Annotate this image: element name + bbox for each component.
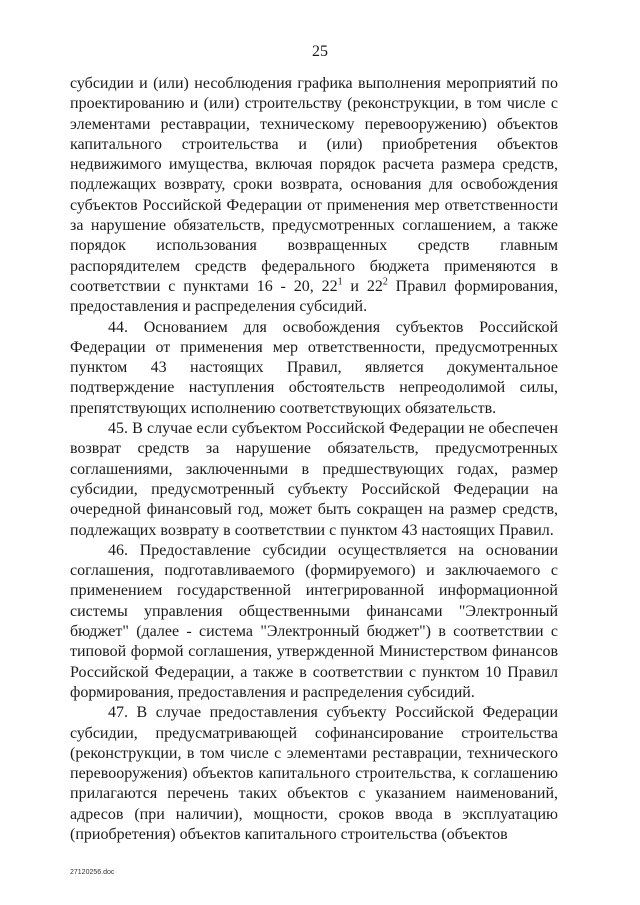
- paragraph-45: [70, 419, 558, 541]
- text-run: Правил формирования, предоставления и распределения субсидий.: [70, 277, 558, 316]
- superscript: 2: [382, 276, 388, 288]
- paragraph-44: [70, 318, 558, 419]
- text-run: 46. Предоставление субсидии осуществляется на основании соглашения, подготавливаемого (формируемого) и заключаемого с применением государственной интегрированной информационной системы управления общественными финансами "Электронный бюджет" (далее - система "Электронный бюджет") в соответствии с типовой формой соглашения, утвержденной Министерством финансов Российской Федерации, а также в соответствии с пунктом 10 Правил формирования, предоставления и распределения субсидий.: [70, 541, 558, 701]
- text-run: 44. Основанием для освобождения субъектов Российской Федерации от применения мер ответственности, предусмотренных пунктом 43 настоящих Правил, является документальное подтверждение наступления обстоятельств непреодолимой силы, препятствующих исполнению соответствующих обязательств.: [70, 318, 558, 417]
- text-run: субсидии и (или) несоблюдения графика выполнения мероприятий по проектированию и (или) строительству (реконструкции, в том числе с элементами реставрации, техническому перевооружению) объектов капитального строительства и (или) приобретения объектов недвижимого имущества, включая порядок расчета размера средств, подлежащих возврату, сроки возврата, основания для освобождения субъектов Российской Федерации от применения мер ответственности за нарушение обязательств, предусмотренных соглашением, а также порядок использования возвращенных средств главным распорядителем средств федерального бюджета применяются в соответствии с пунктами 16 - 20, 22: [70, 75, 558, 295]
- paragraph-46: [70, 541, 558, 703]
- document-body: [70, 74, 558, 845]
- paragraph-continuation: [70, 74, 558, 318]
- text-run: 47. В случае предоставления субъекту Российской Федерации субсидии, предусматривающей софинансирование строительства (реконструкции, в том числе с элементами реставрации, технического перевооружения) объектов капитального строительства, к соглашению прилагаются перечень таких объектов с указанием наименований, адресов (при наличии), мощности, сроков ввода в эксплуатацию (приобретения) объектов капитального строительства (объектов: [70, 704, 558, 843]
- superscript: 1: [337, 276, 343, 288]
- text-run: 45. В случае если субъектом Российской Федерации не обеспечен возврат средств за нарушение обязательств, предусмотренных соглашениями, заключенными в предшествующих годах, размер субсидии, предусмотренный субъекту Российской Федерации на очередной финансовый год, может быть сокращен на размер средств, подлежащих возврату в соответствии с пунктом 43 настоящих Правил.: [70, 420, 558, 539]
- footer-doc-code: 27120256.doc: [70, 869, 115, 876]
- paragraph-47: [70, 703, 558, 845]
- text-run: и 22: [342, 277, 383, 295]
- footer-scan-mark: [522, 868, 558, 877]
- page-number: 25: [312, 43, 328, 60]
